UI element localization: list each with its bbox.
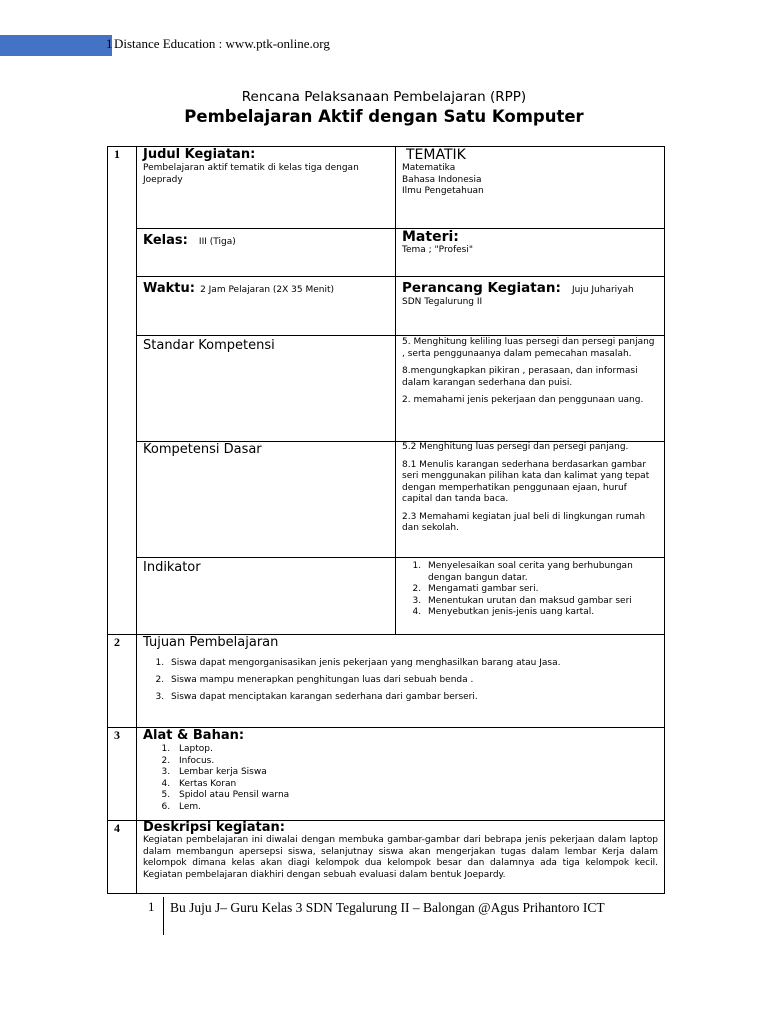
rpp-table xyxy=(107,146,665,894)
alat-cell xyxy=(137,728,665,821)
document-subtitle: Rencana Pelaksanaan Pembelajaran (RPP) xyxy=(241,89,527,105)
section-number: 4 xyxy=(108,821,137,894)
list-item: 5. Spidol atau Pensil warna xyxy=(173,790,658,802)
indikator-label: Indikator xyxy=(143,560,201,575)
sk-item: 8.mengungkapkan pikiran , perasaan, dan informasi dalam karangan sederhana dan puisi. xyxy=(402,366,638,388)
indikator-content-cell xyxy=(396,558,665,635)
document-title: Pembelajaran Aktif dengan Satu Komputer xyxy=(184,107,584,126)
header-text: Distance Education : www.ptk-online.org xyxy=(114,36,330,51)
section-number: 2 xyxy=(108,635,137,728)
tematik-cell xyxy=(396,147,665,229)
table-row xyxy=(108,336,665,442)
list-item: 1. Laptop. xyxy=(173,744,658,756)
waktu-value: 2 Jam Pelajaran (2X 35 Menit) xyxy=(200,285,335,295)
tematik-label: TEMATIK xyxy=(406,147,466,163)
tematik-item: Bahasa Indonesia xyxy=(402,174,482,185)
list-item: 2. Mengamati gambar seri. xyxy=(424,584,658,596)
table-row xyxy=(108,147,665,229)
waktu-cell xyxy=(137,277,396,336)
list-item: 3. Siswa dapat menciptakan karangan sederhana dari gambar berseri. xyxy=(167,689,658,706)
sk-label: Standar Kompetensi xyxy=(143,338,275,353)
tujuan-cell xyxy=(137,635,665,728)
waktu-label: Waktu: xyxy=(143,281,195,296)
materi-label: Materi: xyxy=(402,229,459,245)
kd-item: 5.2 Menghitung luas persegi dan persegi panjang. xyxy=(402,442,629,452)
judul-label: Judul Kegiatan: xyxy=(143,147,256,162)
kd-content-cell xyxy=(396,442,665,558)
tematik-item: Matematika xyxy=(402,163,456,173)
footer-page-number: 1 xyxy=(148,899,155,914)
kd-cell xyxy=(137,442,396,558)
sk-item: 2. memahami jenis pekerjaan dan penggunaan uang. xyxy=(402,395,644,405)
kelas-label: Kelas: xyxy=(143,233,188,248)
perancang-value: Juju Juhariyah xyxy=(571,285,634,295)
materi-value: Tema ; "Profesi" xyxy=(402,245,473,255)
alat-list xyxy=(143,744,658,813)
table-row xyxy=(108,558,665,635)
table-row xyxy=(108,229,665,277)
footer-divider xyxy=(163,897,164,935)
list-item: 2. Siswa mampu menerapkan penghitungan luas dari sebuah benda . xyxy=(167,672,658,689)
deskripsi-label: Deskripsi kegiatan: xyxy=(143,820,285,835)
sk-cell xyxy=(137,336,396,442)
list-item: 4. Kertas Koran xyxy=(173,779,658,791)
judul-cell xyxy=(137,147,396,229)
list-item: 3. Lembar kerja Siswa xyxy=(173,767,658,779)
list-item: 2. Infocus. xyxy=(173,756,658,768)
sk-item: 5. Menghitung keliling luas persegi dan persegi panjang , serta penggunaanya dalam pemecahan masalah. xyxy=(402,337,655,359)
sk-content-cell xyxy=(396,336,665,442)
materi-cell xyxy=(396,229,665,277)
table-row xyxy=(108,635,665,728)
kd-item: 2.3 Memahami kegiatan jual beli di lingkungan rumah dan sekolah. xyxy=(402,511,646,533)
judul-value: Pembelajaran aktif tematik di kelas tiga dengan Joeprady xyxy=(143,163,359,185)
footer-text: Bu Juju J– Guru Kelas 3 SDN Tegalurung II – Balongan @Agus Prihantoro ICT xyxy=(170,900,605,915)
kd-label: Kompetensi Dasar xyxy=(143,442,262,457)
list-item: 6. Lem. xyxy=(173,802,658,814)
indikator-cell xyxy=(137,558,396,635)
header-accent-bar xyxy=(0,35,112,56)
header-page-number: 1 xyxy=(106,36,113,51)
table-row xyxy=(108,821,665,894)
perancang-school: SDN Tegalurung II xyxy=(402,296,483,307)
section-number: 3 xyxy=(108,728,137,821)
table-row xyxy=(108,277,665,336)
table-row xyxy=(108,442,665,558)
table-row xyxy=(108,728,665,821)
alat-label: Alat & Bahan: xyxy=(143,728,245,743)
tujuan-label: Tujuan Pembelajaran xyxy=(143,635,279,650)
list-item: 3. Menentukan urutan dan maksud gambar seri xyxy=(424,596,658,608)
kelas-cell xyxy=(137,229,396,277)
deskripsi-text: Kegiatan pembelajaran ini diwalai dengan membuka gambar-gambar dari bebrapa jenis pekerjaan dalam laptop dalam membangun apersepsi siswa, selanjutnay siswa akan mengerjakan tugas dalam lembar Kerja dalam kelompok dimana kelas akan diagi kelompok dua kelompok besar dan dalamnya ada tiga kelompok kecil. Kegiatan pembelajaran diakhiri dengan sebuah evaluasi dalam bentuk Joepardy. xyxy=(143,835,658,880)
list-item: 1. Siswa dapat mengorganisasikan jenis pekerjaan yang menghasilkan barang atau Jasa. xyxy=(167,655,658,672)
deskripsi-cell xyxy=(137,821,665,894)
perancang-label: Perancang Kegiatan: xyxy=(402,280,561,296)
section-number: 1 xyxy=(108,147,137,635)
kelas-value: III (Tiga) xyxy=(198,237,236,247)
perancang-cell xyxy=(396,277,665,336)
list-item: 4. Menyebutkan jenis-jenis uang kartal. xyxy=(424,607,658,619)
tujuan-list xyxy=(143,655,658,706)
tematik-item: Ilmu Pengetahuan xyxy=(402,186,484,196)
kd-item: 8.1 Menulis karangan sederhana berdasarkan gambar seri menggunakan pilihan kata dan kalimat yang tepat dengan memperhatikan penggunaan ejaan, huruf capital dan tanda baca. xyxy=(402,459,650,504)
list-item: 1. Menyelesaikan soal cerita yang berhubungan dengan bangun datar. xyxy=(424,561,658,584)
indikator-list xyxy=(402,561,658,619)
